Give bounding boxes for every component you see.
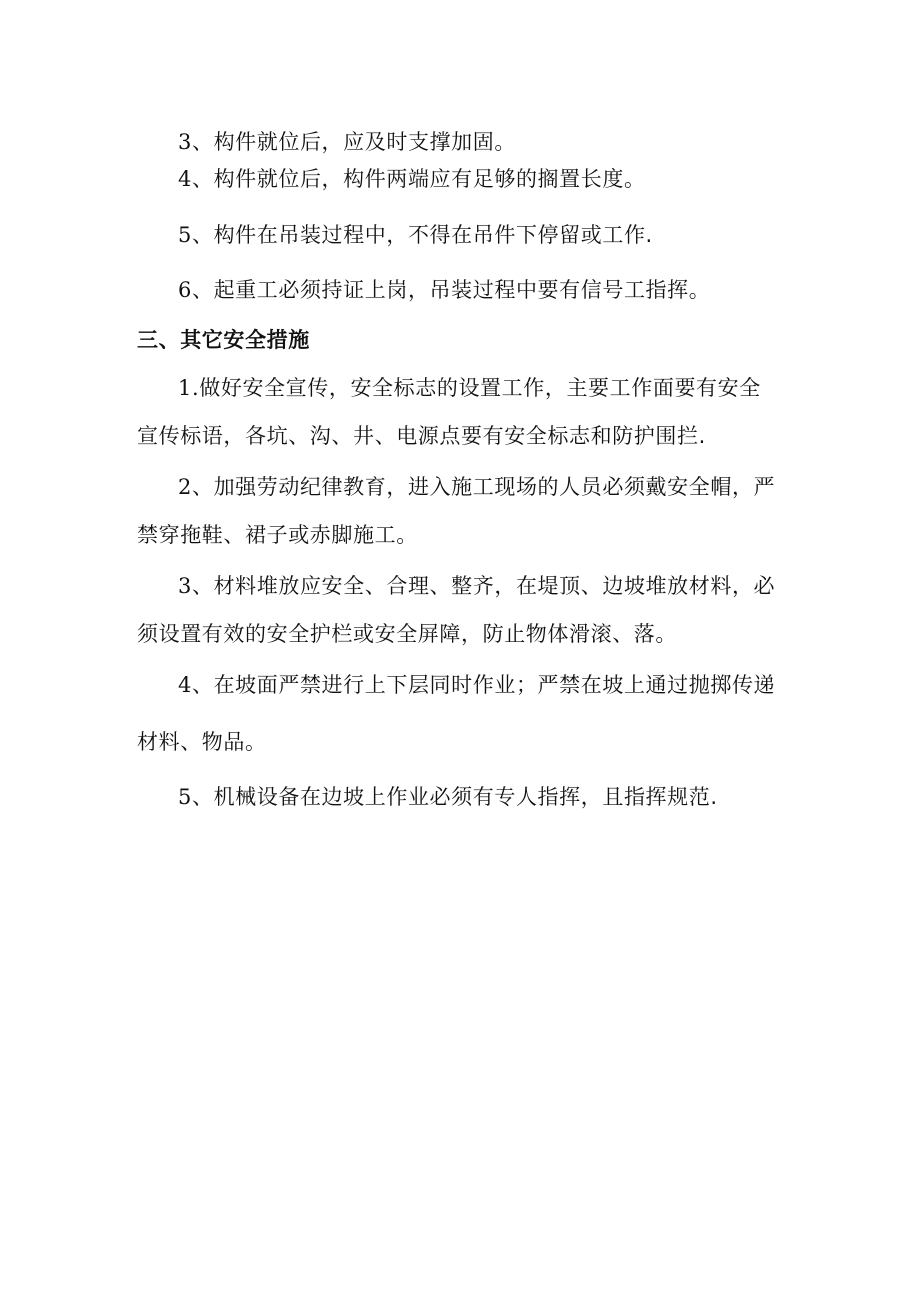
item-text: 材料堆放应安全、合理、整齐，在堤顶、边坡堆放材料，必: [213, 574, 776, 598]
item-number: 6、: [178, 278, 214, 302]
item-number: 5、: [178, 223, 214, 247]
item-text: 起重工必须持证上岗，吊装过程中要有信号工指挥。: [213, 278, 711, 302]
list-item-b4-line2: 材料、物品。: [137, 730, 267, 754]
list-item-b3-line1: [178, 571, 775, 601]
item-number: 4、: [178, 167, 214, 191]
list-item-a4: [178, 164, 646, 194]
list-item-a3: [178, 127, 516, 157]
item-number: 1.: [178, 376, 200, 400]
item-number: 3、: [178, 574, 214, 598]
list-item-b1-line2: 宣传标语，各坑、沟、井、电源点要有安全标志和防护围拦.: [137, 424, 706, 448]
item-number: 4、: [178, 673, 214, 697]
item-text: 在坡面严禁进行上下层同时作业；严禁在坡上通过抛掷传递: [213, 673, 776, 697]
list-item-b3-line2: 须设置有效的安全护栏或安全屏障，防止物体滑滚、落。: [137, 622, 677, 646]
item-text: 构件就位后，构件两端应有足够的搁置长度。: [213, 167, 646, 191]
list-item-b2-line1: [178, 472, 775, 502]
list-item-a6: [178, 275, 710, 305]
item-text: 机械设备在边坡上作业必须有专人指挥，且指挥规范.: [213, 785, 718, 809]
section-heading: 三、其它安全措施: [137, 328, 310, 352]
list-item-a5: [178, 220, 653, 250]
item-text: 做好安全宣传，安全标志的设置工作，主要工作面要有安全: [199, 376, 761, 400]
item-text: 构件在吊装过程中，不得在吊件下停留或工作.: [213, 223, 653, 247]
item-text: 构件就位后，应及时支撑加固。: [213, 130, 516, 154]
item-text: 加强劳动纪律教育，进入施工现场的人员必须戴安全帽，严: [213, 475, 776, 499]
item-number: 5、: [178, 785, 214, 809]
item-number: 2、: [178, 475, 214, 499]
list-item-b1-line1: [178, 373, 761, 403]
list-item-b4-line1: [178, 670, 775, 700]
item-number: 3、: [178, 130, 214, 154]
list-item-b2-line2: 禁穿拖鞋、裙子或赤脚施工。: [137, 523, 418, 547]
list-item-b5-line1: [178, 782, 718, 812]
